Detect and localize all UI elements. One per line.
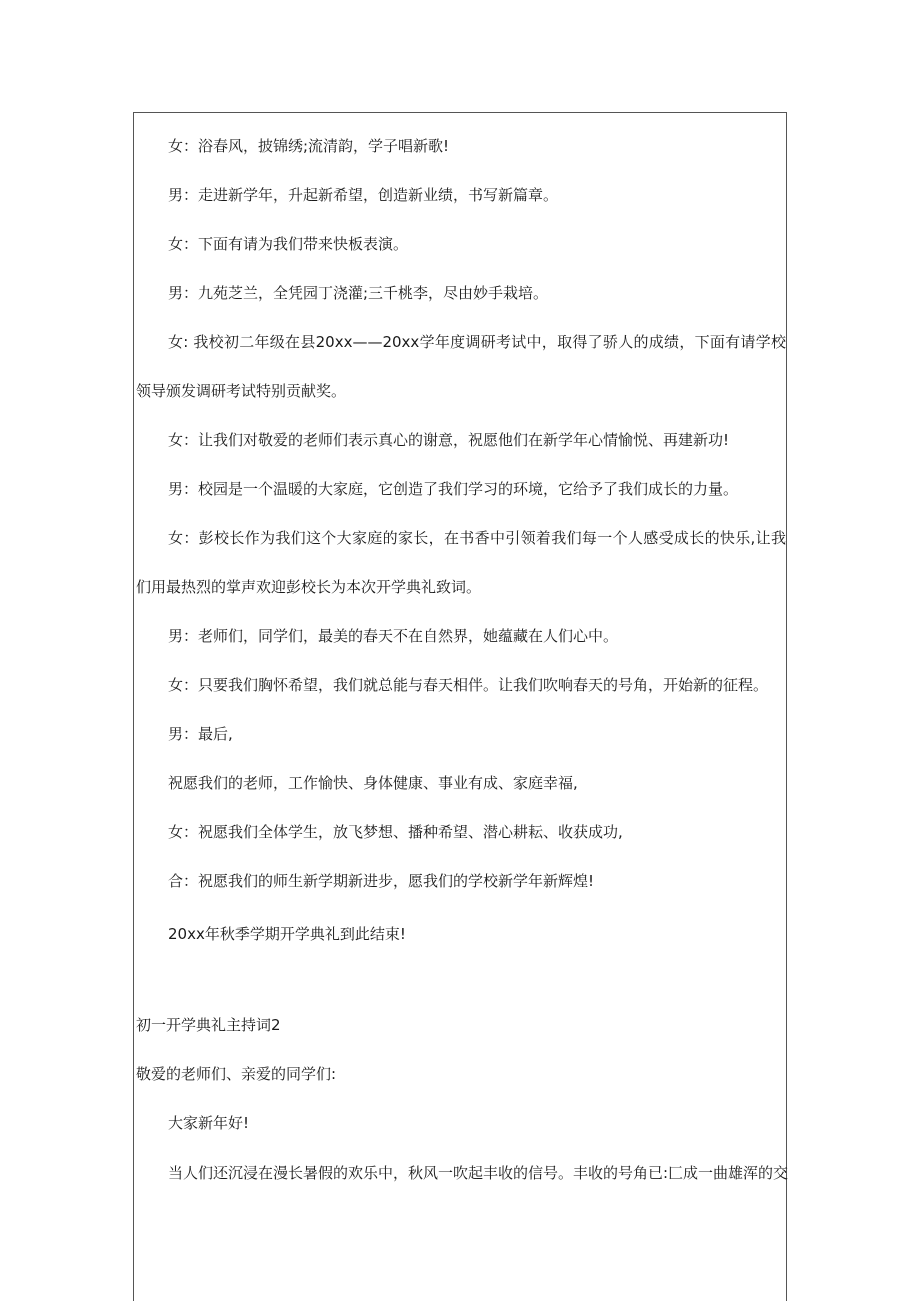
paragraph-12: 祝愿我们的老师，工作愉快、身体健康、事业有成、家庭幸福,: [168, 774, 578, 792]
paragraph-11: 男：最后,: [168, 725, 233, 743]
paragraph-9: 男：老师们，同学们，最美的春天不在自然界，她蕴藏在人们心中。: [168, 627, 619, 645]
salutation: 敬爱的老师们、亲爱的同学们:: [136, 1065, 337, 1083]
section-heading: 初一开学典礼主持词2: [136, 1016, 281, 1034]
paragraph-1: 女：浴春风，披锦绣;流清韵，学子唱新歌!: [168, 137, 450, 155]
paragraph-5: 女: 我校初二年级在县20xx——20xx学年度调研考试中，取得了骄人的成绩，下面有请学校领导颁发调研考试特别贡献奖。: [136, 333, 786, 400]
paragraph-13: 女：祝愿我们全体学生，放飞梦想、播种希望、潜心耕耘、收获成功,: [168, 823, 623, 841]
paragraph-10: 女：只要我们胸怀希望，我们就总能与春天相伴。让我们吹响春天的号角，开始新的征程。: [168, 676, 769, 694]
paragraph-14: 合：祝愿我们的师生新学期新进步，愿我们的学校新学年新辉煌!: [168, 872, 595, 890]
paragraph-6: 女：让我们对敬爱的老师们表示真心的谢意，祝愿他们在新学年心情愉悦、再建新功!: [168, 431, 730, 449]
paragraph-4: 男：九苑芝兰，全凭园丁浇灌;三千桃李，尽由妙手栽培。: [168, 284, 549, 302]
paragraph-opening: 当人们还沉浸在漫长暑假的欢乐中，秋风一吹起丰收的信号。丰收的号角已:匚成一曲雄浑的交: [168, 1164, 789, 1182]
paragraph-15: 20xx年秋季学期开学典礼到此结束!: [168, 925, 406, 943]
paragraph-7: 男：校园是一个温暖的大家庭，它创造了我们学习的环境，它给予了我们成长的力量。: [168, 480, 739, 498]
paragraph-2: 男：走进新学年，升起新希望，创造新业绩，书写新篇章。: [168, 186, 559, 204]
greeting: 大家新年好!: [168, 1114, 250, 1132]
paragraph-3: 女：下面有请为我们带来快板表演。: [168, 235, 409, 253]
paragraph-8: 女：彭校长作为我们这个大家庭的家长，在书香中引领着我们每一个人感受成长的快乐,让我们用最热烈的掌声欢迎彭校长为本次开学典礼致词。: [136, 529, 786, 596]
